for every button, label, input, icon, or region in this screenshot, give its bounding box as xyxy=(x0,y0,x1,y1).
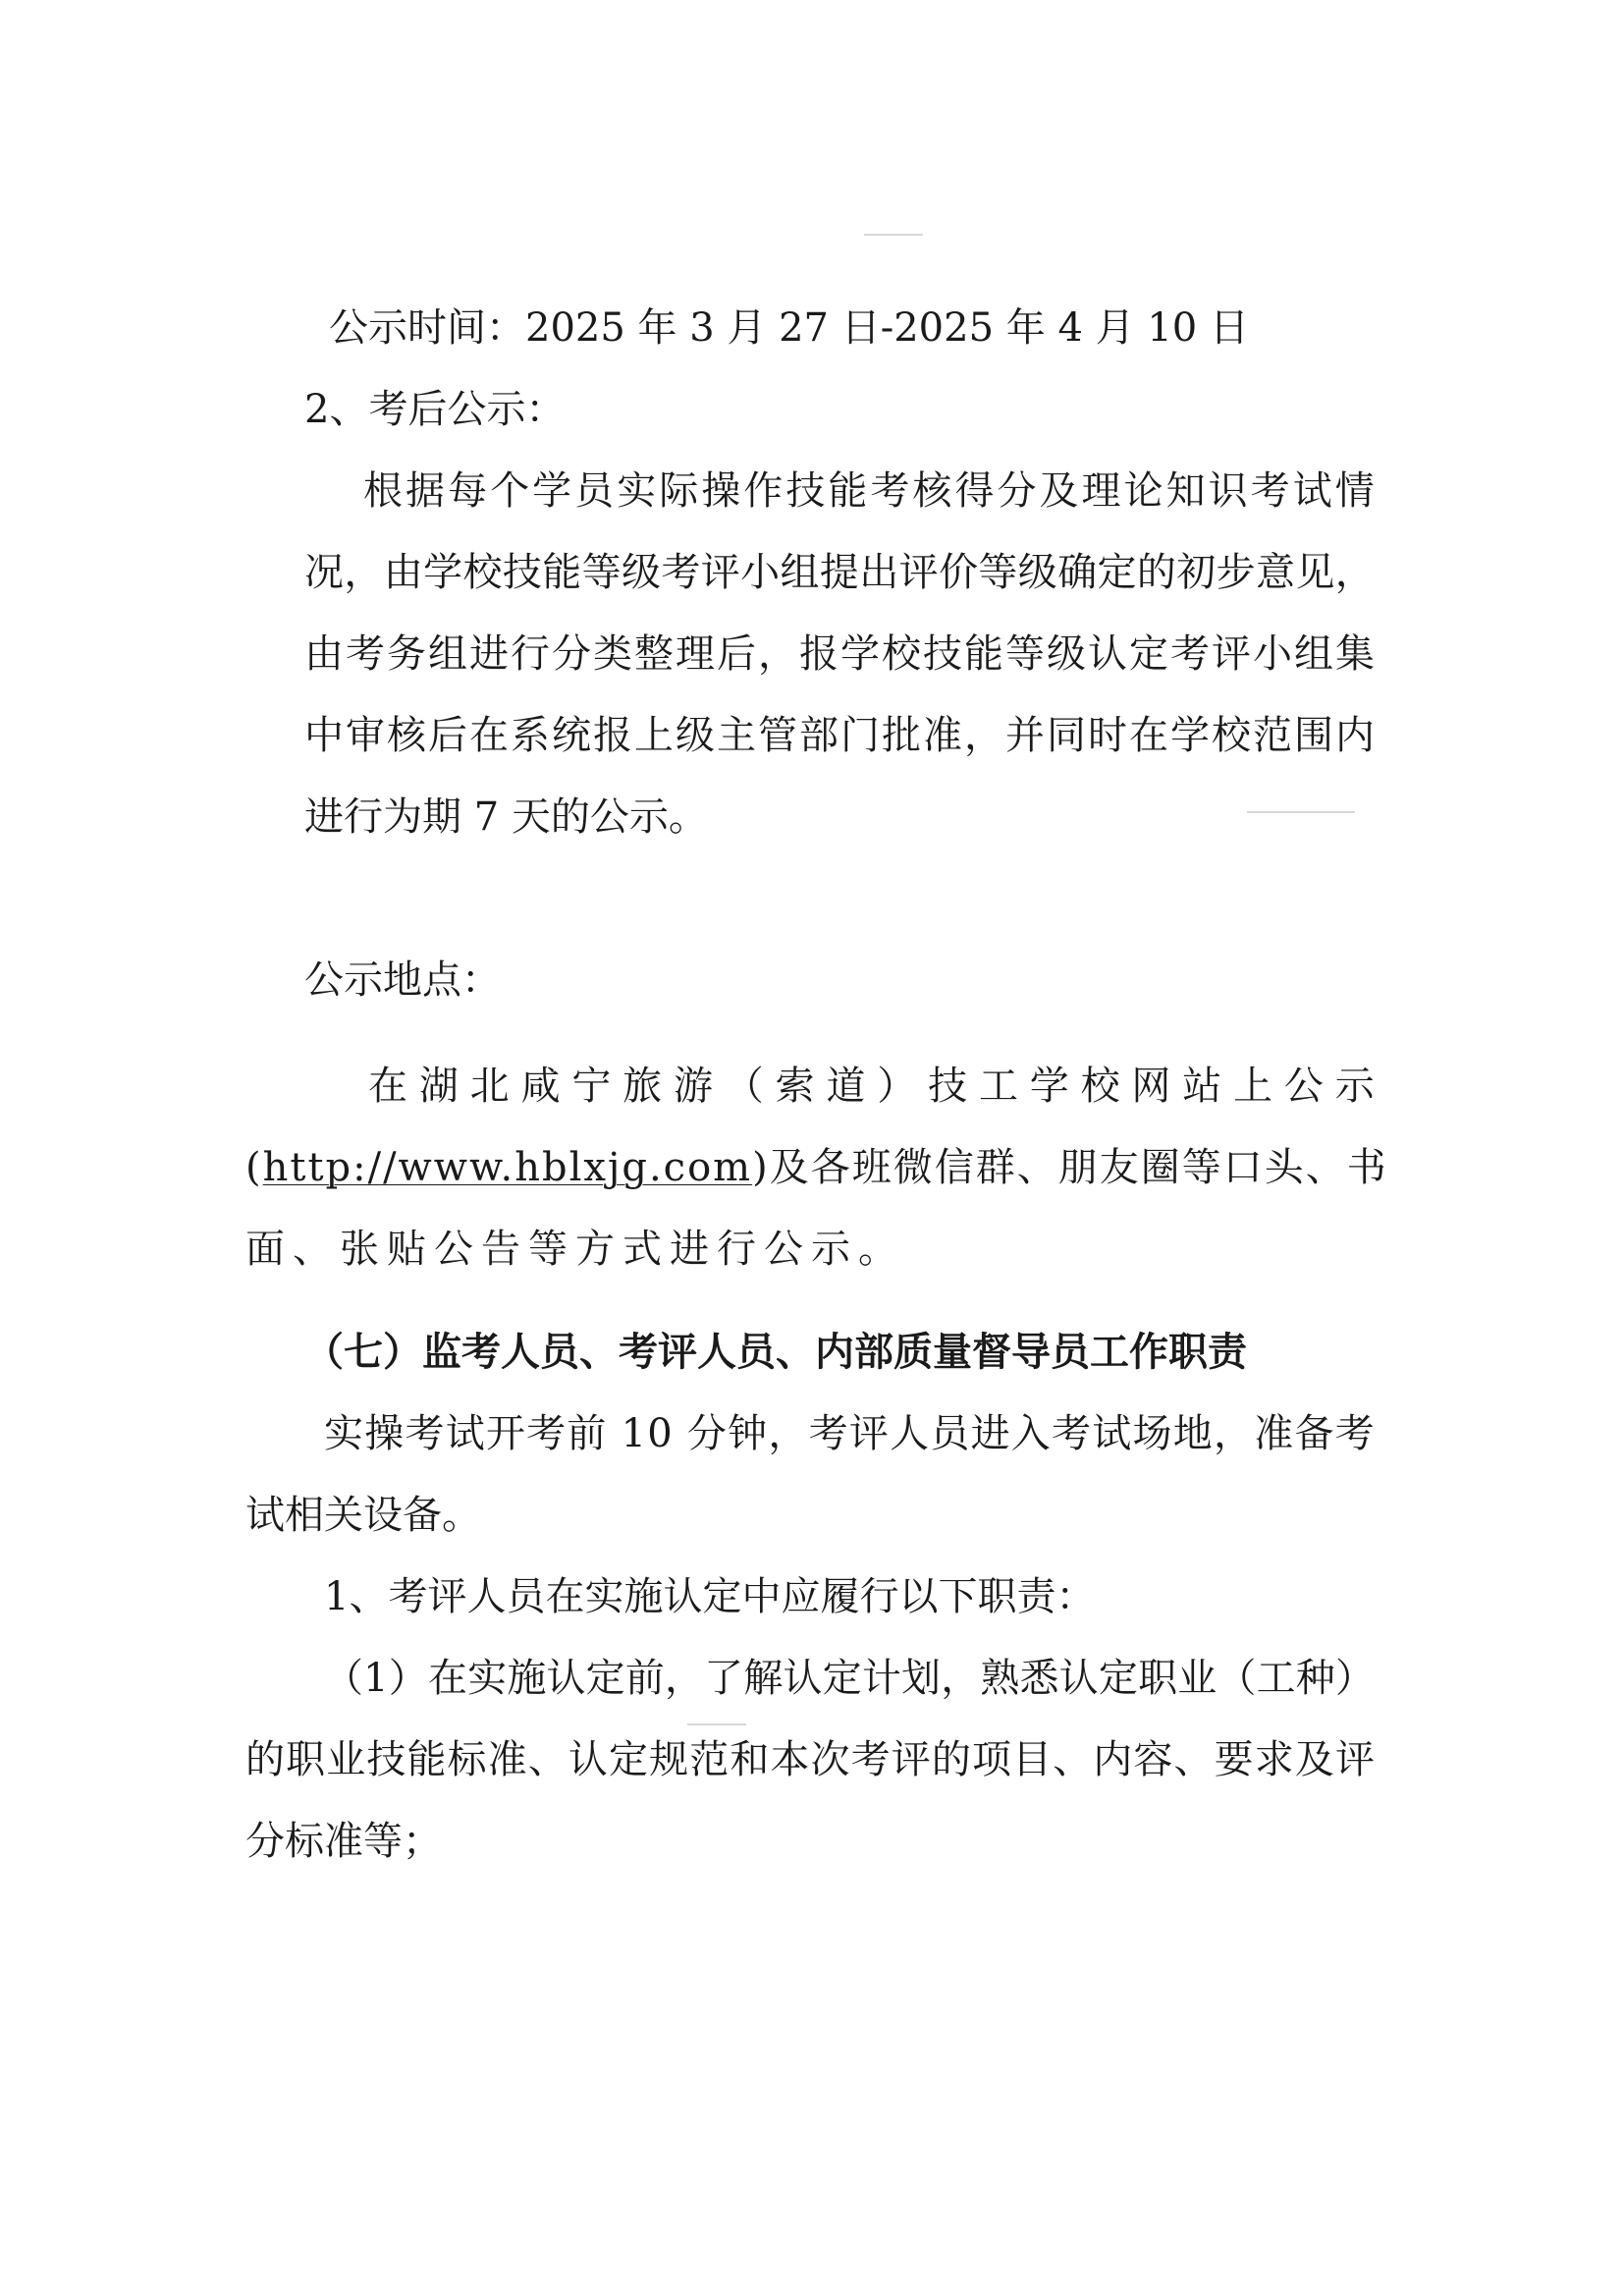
scan-artifact xyxy=(864,234,923,236)
location-label: 公示地点： xyxy=(304,957,501,1003)
after-exam-heading: 2、考后公示： xyxy=(304,387,566,432)
paragraph-line: 的 职 业 技 能 标 准 、 认 定 规 范 和 本 次 考 评 的 项 目 、 内 容 、 要 求 及 评 xyxy=(245,1737,1375,1782)
url-open-paren: ( xyxy=(245,1145,263,1190)
section-heading: （七）监考人员、考评人员、内部质量督导员工作职责 xyxy=(304,1329,1247,1375)
scan-artifact xyxy=(687,1723,746,1725)
school-website-link[interactable]: http://www.hblxjg.com xyxy=(262,1145,753,1190)
paragraph-line: 由 考 务 组 进 行 分 类 整 理 后 ， 报 学 校 技 能 等 级 认 定 考 评 小 组 集 xyxy=(304,631,1375,677)
location-line: 在 湖 北 咸 宁 旅 游 （ 索 道 ） 技 工 学 校 网 站 上 公 示 xyxy=(368,1064,1375,1109)
paragraph-line: （ 1 ） 在 实 施 认 定 前 ， 了 解 认 定 计 划 ， 熟 悉 认 定 职 业 （ 工 种 ） xyxy=(324,1656,1375,1701)
paragraph-line: 根 据 每 个 学 员 实 际 操 作 技 能 考 核 得 分 及 理 论 知 识 考 试 情 xyxy=(363,468,1375,514)
paragraph-line: 中 审 核 后 在 系 统 报 上 级 主 管 部 门 批 准 ， 并 同 时 在 学 校 范 围 内 xyxy=(304,713,1375,758)
location-line xyxy=(245,1145,1388,1190)
location-line: 面、张贴公告等方式进行公示。 xyxy=(245,1227,905,1272)
paragraph-line: 况 ， 由 学 校 技 能 等 级 考 评 小 组 提 出 评 价 等 级 确 定 的 初 步 意 见 ， xyxy=(304,550,1375,595)
paragraph-line: 试相关设备。 xyxy=(245,1493,481,1538)
paragraph-line: 实 操 考 试 开 考 前 1 0 分 钟 ， 考 评 人 员 进 入 考 试 场 地 ， 准 备 考 xyxy=(324,1411,1375,1456)
paragraph-line: 分标准等； xyxy=(245,1819,442,1864)
paragraph-line: 进行为期 7 天的公示。 xyxy=(304,794,708,840)
duty-heading: 1、考评人员在实施认定中应履行以下职责： xyxy=(324,1574,1096,1619)
location-line-suffix: )及各班微信群、朋友圈等口头、书 xyxy=(752,1145,1388,1190)
scan-artifact xyxy=(1247,811,1355,813)
notice-time: 公示时间：2025 年 3 月 27 日-2025 年 4 月 10 日 xyxy=(329,305,1249,351)
